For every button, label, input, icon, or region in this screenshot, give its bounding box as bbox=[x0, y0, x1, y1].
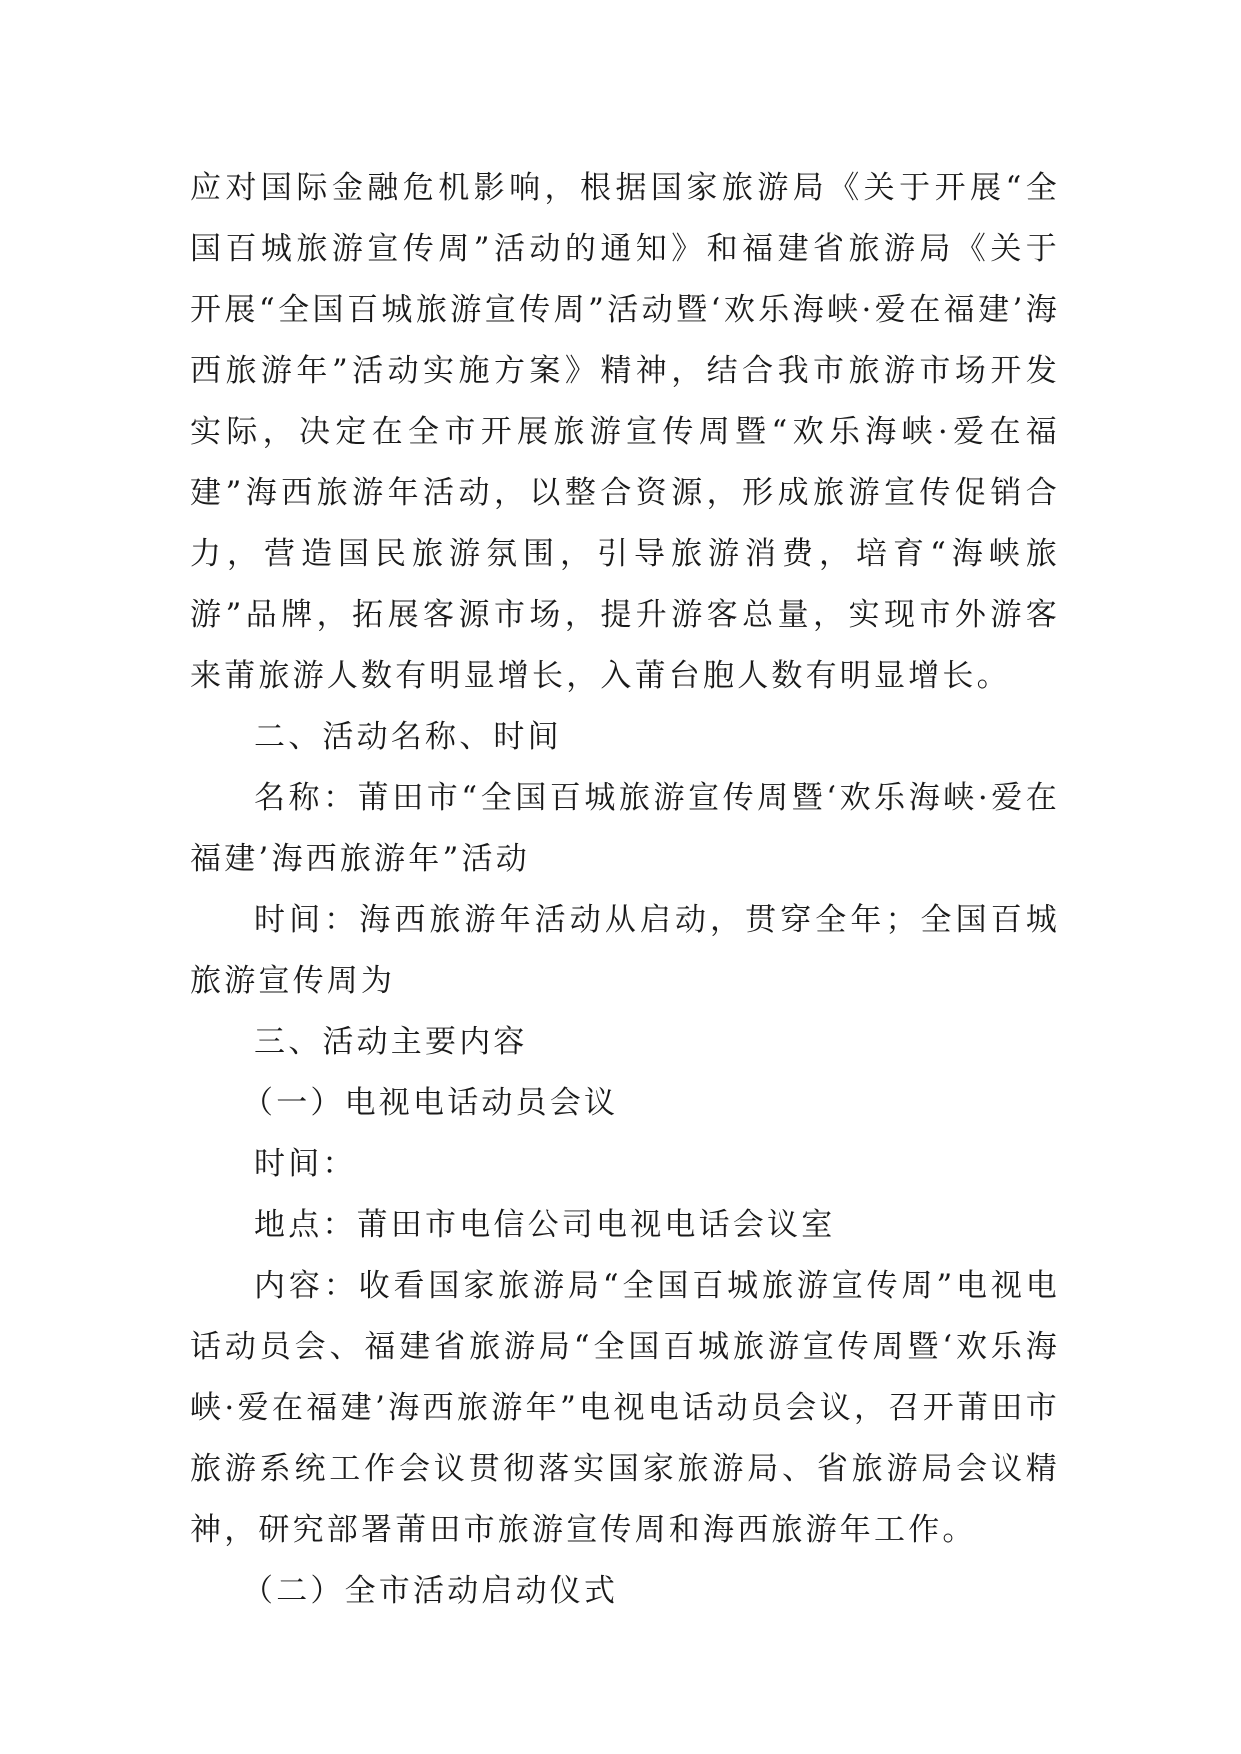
section-heading-main-content: 三、活动主要内容 bbox=[254, 1024, 528, 1060]
meeting-content-paragraph: 内容：收看国家旅游局“全国百城旅游宣传周”电视电话动员会、福建省旅游局“全国百城旅游宣传周暨‘欢乐海峡·爱在福建’海西旅游年”电视电话动员会议，召开莆田市旅游系统工作会议贯彻落实国家旅游局、省旅游局会议精神，研究部署莆田市旅游宣传周和海西旅游年工作。 bbox=[190, 1268, 1060, 1548]
activity-name-paragraph: 名称：莆田市“全国百城旅游宣传周暨‘欢乐海峡·爱在福建’海西旅游年”活动 bbox=[190, 780, 1060, 877]
activity-time-paragraph: 时间：海西旅游年活动从启动，贯穿全年；全国百城旅游宣传周为 bbox=[190, 902, 1060, 999]
body-paragraph-purpose: 应对国际金融危机影响，根据国家旅游局《关于开展“全国百城旅游宣传周”活动的通知》和福建省旅游局《关于开展“全国百城旅游宣传周”活动暨‘欢乐海峡·爱在福建’海西旅游年”活动实施方案》精神，结合我市旅游市场开发实际，决定在全市开展旅游宣传周暨“欢乐海峡·爱在福建”海西旅游年活动，以整合资源，形成旅游宣传促销合力，营造国民旅游氛围，引导旅游消费，培育“海峡旅游”品牌，拓展客源市场，提升游客总量，实现市外游客来莆旅游人数有明显增长，入莆台胞人数有明显增长。 bbox=[190, 170, 1060, 694]
meeting-location-line: 地点：莆田市电信公司电视电话会议室 bbox=[254, 1207, 836, 1243]
subsection-heading-video-conference: （一）电视电话动员会议 bbox=[242, 1085, 619, 1121]
section-heading-name-time: 二、活动名称、时间 bbox=[254, 719, 562, 755]
subsection-heading-launch-ceremony: （二）全市活动启动仪式 bbox=[242, 1573, 619, 1609]
document-body bbox=[190, 158, 1060, 1622]
meeting-time-line: 时间： bbox=[254, 1146, 357, 1182]
